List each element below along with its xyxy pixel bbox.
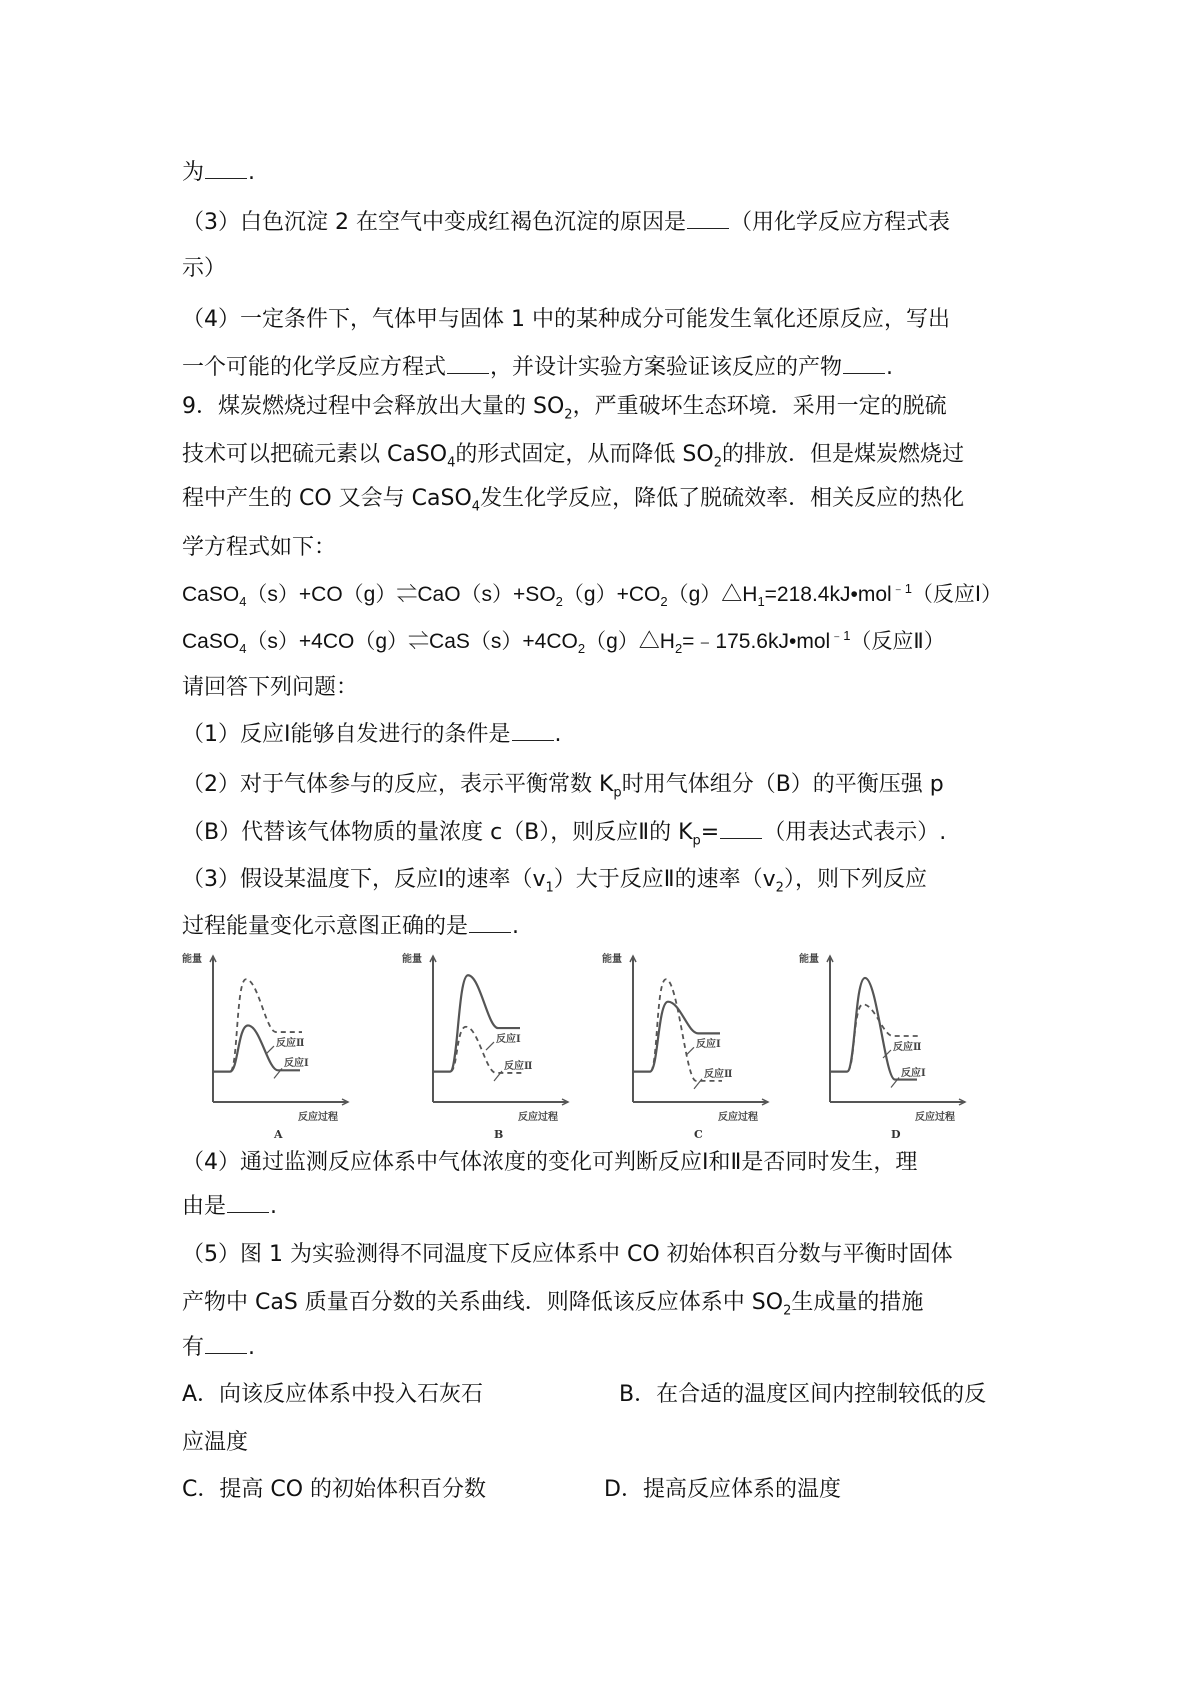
lower-curve-label: 反应Ⅱ <box>504 1060 533 1072</box>
text: 9．煤炭燃烧过程中会释放出大量的 SO <box>182 394 565 419</box>
text: =218.4kJ•mol <box>764 583 892 606</box>
subscript: 4 <box>447 455 456 471</box>
option-d[interactable]: D．提高反应体系的温度 <box>604 1477 841 1502</box>
option-c[interactable]: C．提高 CO 的初始体积百分数 <box>182 1477 487 1502</box>
text: 程中产生的 CO 又会与 CaSO <box>182 486 472 511</box>
text: （g）+CO <box>562 583 661 606</box>
question-1-line <box>182 720 1028 750</box>
y-axis-label: 能量 <box>602 954 622 965</box>
subscript: 2 <box>775 880 784 896</box>
lower-curve-label: 反应Ⅰ <box>901 1067 926 1079</box>
subscript: 2 <box>674 641 683 657</box>
energy-diagram-b <box>398 948 598 1143</box>
label-leader-line <box>494 1071 502 1081</box>
text: ，并设计实验方案验证该反应的产物 <box>490 355 843 380</box>
y-axis-label: 能量 <box>799 954 819 965</box>
text: （3）白色沉淀 2 在空气中变成红褐色沉淀的原因是 <box>182 210 686 235</box>
text: （3）假设某温度下，反应Ⅰ的速率（v <box>182 867 546 892</box>
option-b-continued: 应温度 <box>182 1430 249 1455</box>
question-5-line <box>182 1240 1028 1270</box>
energy-diagram-c <box>598 948 798 1143</box>
text-line <box>182 158 1028 188</box>
label-leader-line <box>686 1047 694 1055</box>
text: . <box>886 355 894 380</box>
text: CaSO <box>182 630 240 653</box>
questions-intro <box>182 673 1028 703</box>
question-2-line-cont <box>182 818 1028 848</box>
label-leader-line <box>486 1042 494 1050</box>
text: （s）+CO（g）⇌CaO（s）+SO <box>246 583 556 606</box>
options-row-1-cont <box>182 1428 1028 1458</box>
problem-9-line-1 <box>182 392 1028 422</box>
diagram-letter: C <box>694 1128 703 1141</box>
text: （s）+4CO（g）⇌CaS（s）+4CO <box>246 630 578 653</box>
upper-curve-label: 反应Ⅱ <box>893 1042 922 1053</box>
text: （5）图 1 为实验测得不同温度下反应体系中 CO 初始体积百分数与平衡时固体 <box>182 1242 953 1267</box>
text: 请回答下列问题： <box>182 675 359 700</box>
answer-blank[interactable] <box>687 210 729 229</box>
text: CaSO <box>182 583 240 606</box>
upper-curve-label: 反应Ⅰ <box>696 1039 721 1051</box>
text: （用表达式表示）. <box>763 820 947 845</box>
x-axis-label: 反应过程 <box>518 1112 558 1123</box>
question-4-line-cont <box>182 353 1028 383</box>
text: （4）通过监测反应体系中气体浓度的变化可判断反应Ⅰ和Ⅱ是否同时发生，理 <box>182 1150 918 1175</box>
question-3-energy-line-cont <box>182 912 1028 942</box>
text: （反应Ⅱ） <box>850 630 945 653</box>
text: 示） <box>182 256 227 281</box>
subscript: 4 <box>239 594 247 610</box>
problem-9-line-4 <box>182 533 1028 563</box>
problem-9-line-3 <box>182 484 1028 514</box>
subscript: 1 <box>757 594 765 610</box>
text: =﹣175.6kJ•mol <box>682 630 831 653</box>
text: 为 <box>182 160 205 185</box>
text: 时用气体组分（B）的平衡压强 p <box>621 772 944 797</box>
text: = <box>700 820 720 845</box>
text: . <box>554 722 562 747</box>
answer-blank[interactable] <box>227 1194 269 1213</box>
answer-blank[interactable] <box>843 355 885 374</box>
upper-curve-label: 反应Ⅰ <box>496 1034 521 1046</box>
text: 产物中 CaS 质量百分数的关系曲线．则降低该反应体系中 SO <box>182 1290 784 1315</box>
options-row-1 <box>182 1380 1028 1410</box>
text: . <box>270 1194 278 1219</box>
text: ，严重破坏生态环境．采用一定的脱硫 <box>572 394 947 419</box>
text: ），则下列反应 <box>783 867 927 892</box>
answer-blank[interactable] <box>205 160 247 179</box>
diagram-letter: B <box>494 1128 504 1141</box>
lower-curve-label: 反应Ⅱ <box>704 1068 733 1080</box>
upper-curve-label: 反应Ⅱ <box>276 1038 305 1050</box>
text: ）大于反应Ⅱ的速率（v <box>553 867 776 892</box>
y-axis-label: 能量 <box>402 954 422 965</box>
text: 发生化学反应，降低了脱硫效率．相关反应的热化 <box>480 486 965 511</box>
text: （g）△H <box>585 630 675 653</box>
equation-reaction-1 <box>182 580 1028 610</box>
text: 的排放．但是煤炭燃烧过 <box>721 442 964 467</box>
question-4-monitor-line-cont <box>182 1192 1028 1222</box>
option-b[interactable]: B．在合适的温度区间内控制较低的反 <box>619 1382 987 1407</box>
subscript: 1 <box>545 880 554 896</box>
text: 由是 <box>182 1194 227 1219</box>
text: 的形式固定，从而降低 SO <box>455 442 714 467</box>
question-4-line <box>182 305 1028 335</box>
text: . <box>512 914 520 939</box>
x-axis-label: 反应过程 <box>915 1112 955 1123</box>
option-a[interactable]: A．向该反应体系中投入石灰石 <box>182 1382 484 1407</box>
superscript: ﹣1 <box>891 581 912 596</box>
subscript: 4 <box>239 641 247 657</box>
equation-reaction-2 <box>182 627 1028 657</box>
subscript: 2 <box>660 594 668 610</box>
answer-blank[interactable] <box>512 722 554 741</box>
energy-diagram-d <box>795 948 995 1143</box>
problem-9-line-2 <box>182 440 1028 470</box>
lower-curve-label: 反应Ⅰ <box>284 1058 309 1070</box>
text: 生成量的措施 <box>791 1290 924 1315</box>
subscript: 2 <box>555 594 563 610</box>
text: （1）反应Ⅰ能够自发进行的条件是 <box>182 722 511 747</box>
text: （用化学反应方程式表 <box>729 210 950 235</box>
subscript: 2 <box>577 641 586 657</box>
subscript: 2 <box>783 1303 792 1319</box>
question-4-monitor-line <box>182 1148 1028 1178</box>
subscript: 2 <box>713 455 722 471</box>
answer-blank[interactable] <box>447 355 489 374</box>
subscript: 2 <box>564 407 573 423</box>
text: . <box>248 160 256 185</box>
question-3-energy-line <box>182 865 1028 895</box>
question-5-line-3 <box>182 1333 1028 1363</box>
text: （g）△H <box>667 583 758 606</box>
text: 有 <box>182 1335 205 1360</box>
text: 技术可以把硫元素以 CaSO <box>182 442 448 467</box>
diagram-letter: D <box>891 1128 901 1141</box>
subscript: p <box>692 833 701 849</box>
answer-blank[interactable] <box>720 820 762 839</box>
diagram-svg <box>398 948 598 1143</box>
options-row-2 <box>182 1475 1028 1505</box>
text: （B）代替该气体物质的量浓度 c（B），则反应Ⅱ的 K <box>182 820 693 845</box>
text: . <box>248 1335 256 1360</box>
superscript: ﹣1 <box>830 628 851 643</box>
question-5-line-2 <box>182 1288 1028 1318</box>
subscript: p <box>613 785 622 801</box>
y-axis-label: 能量 <box>182 954 202 965</box>
text: 一个可能的化学反应方程式 <box>182 355 447 380</box>
question-3-line <box>182 208 1028 238</box>
text: （2）对于气体参与的反应，表示平衡常数 K <box>182 772 614 797</box>
question-3-line-cont <box>182 254 1028 284</box>
text: 过程能量变化示意图正确的是 <box>182 914 469 939</box>
diagram-letter: A <box>274 1128 283 1141</box>
answer-blank[interactable] <box>469 914 511 933</box>
answer-blank[interactable] <box>205 1335 247 1354</box>
text: 学方程式如下： <box>182 535 337 560</box>
text: （反应Ⅰ） <box>911 583 1003 606</box>
text: （4）一定条件下，气体甲与固体 1 中的某种成分可能发生氧化还原反应，写出 <box>182 307 950 332</box>
x-axis-label: 反应过程 <box>718 1112 758 1123</box>
label-leader-line <box>266 1046 274 1054</box>
x-axis-label: 反应过程 <box>298 1112 338 1123</box>
energy-diagram-a <box>178 948 378 1143</box>
subscript: 4 <box>471 499 481 515</box>
question-2-line <box>182 770 1028 800</box>
